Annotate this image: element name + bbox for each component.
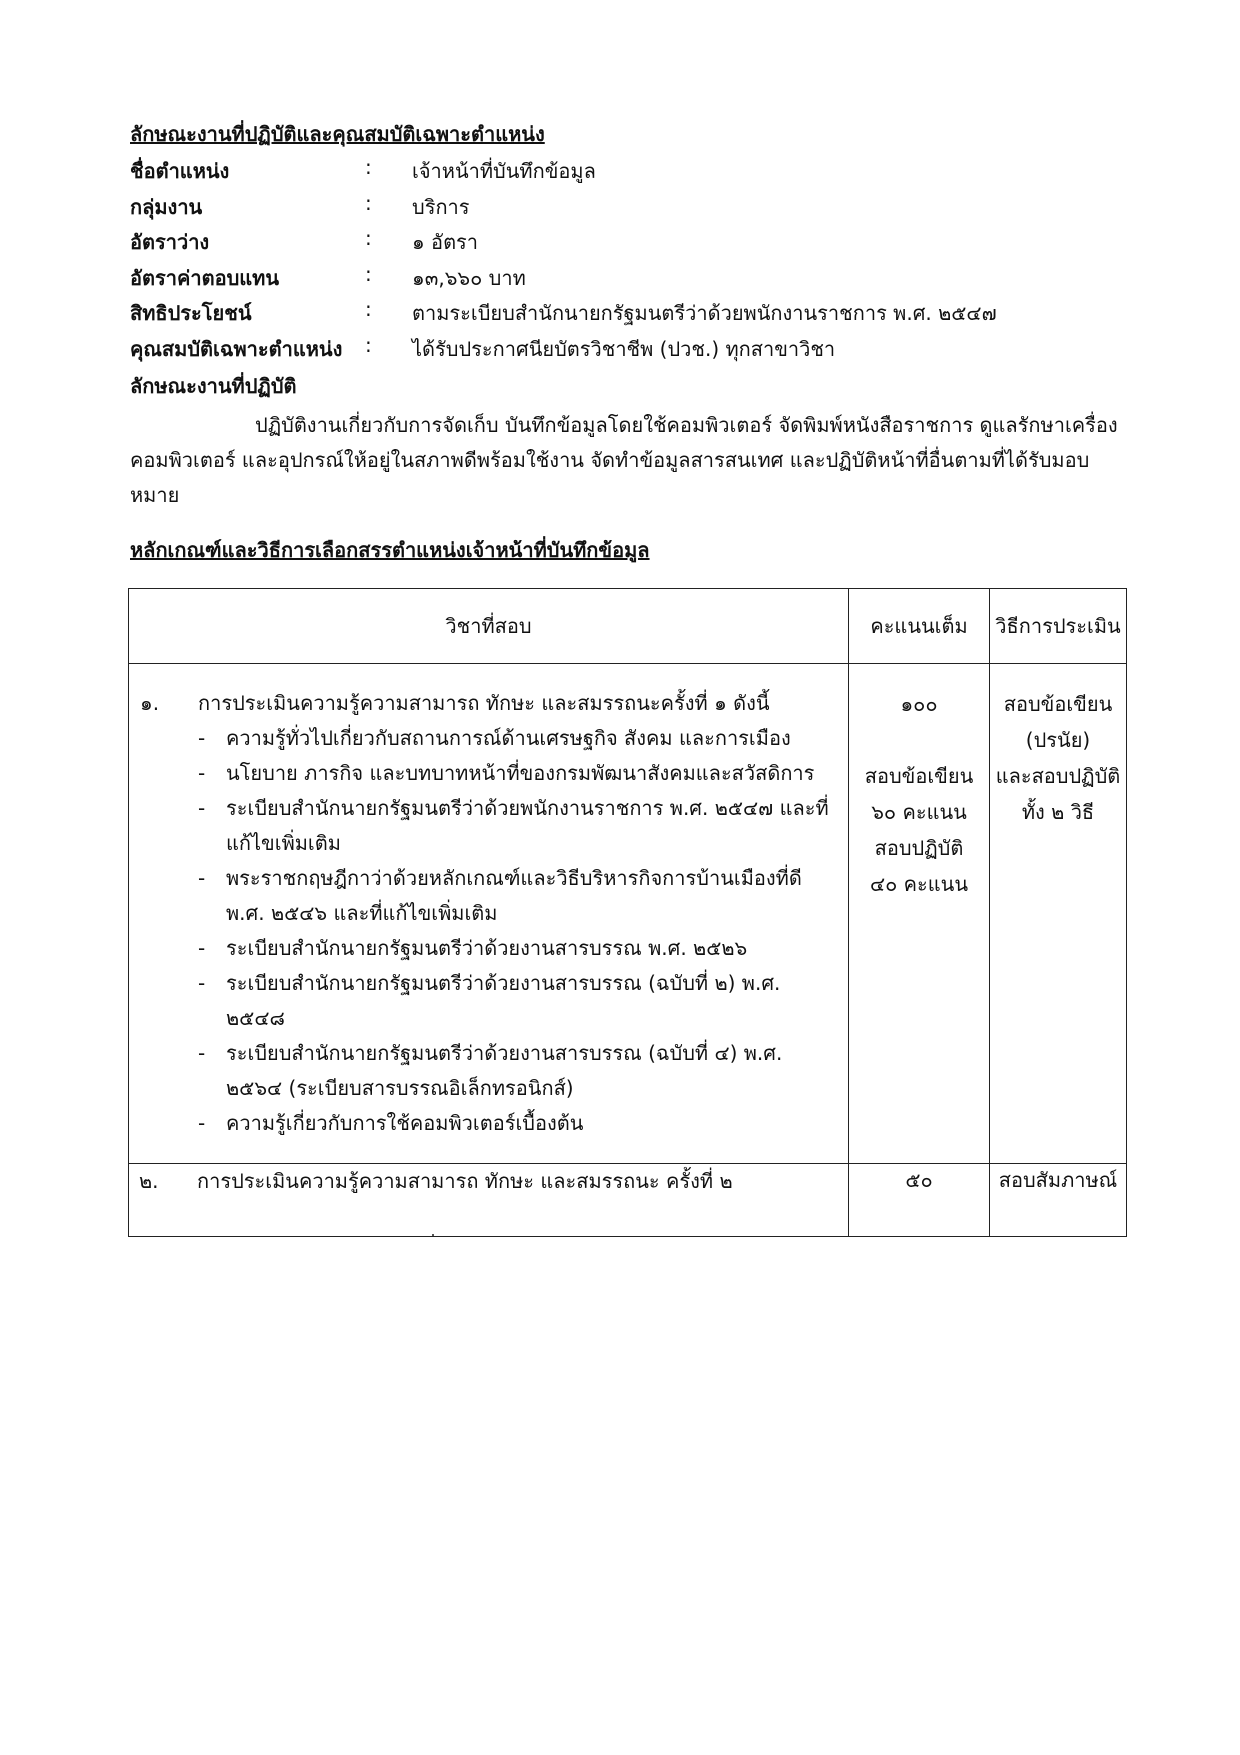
info-value: ได้รับประกาศนียบัตรวิชาชีพ (ปวช.) ทุกสาขาวิชา xyxy=(412,336,836,361)
header-subject: วิชาที่สอบ xyxy=(129,589,849,664)
list-item xyxy=(130,721,847,756)
dash-marker: - xyxy=(198,1111,206,1135)
dash-marker: - xyxy=(198,936,206,960)
method-cell: สอบสัมภาษณ์ xyxy=(990,1164,1127,1237)
scan-speck xyxy=(432,1234,434,1236)
table-row xyxy=(129,664,1127,1164)
method-line: สอบข้อเขียน xyxy=(1003,692,1113,716)
info-label: สิทธิประโยชน์ xyxy=(130,301,252,325)
info-colon: : xyxy=(365,155,372,179)
score-line: สอบข้อเขียน xyxy=(864,764,974,788)
duty-heading: ลักษณะงานที่ปฏิบัติ xyxy=(130,374,297,398)
info-label: อัตราค่าตอบแทน xyxy=(130,265,280,290)
info-row-work-group xyxy=(130,191,1130,227)
section-title-duties-qualifications: ลักษณะงานที่ปฏิบัติและคุณสมบัติเฉพาะตำแหน่ง xyxy=(130,122,545,146)
info-value: เจ้าหน้าที่บันทึกข้อมูล xyxy=(412,159,596,183)
info-row-position-name xyxy=(130,155,1130,191)
info-colon: : xyxy=(365,261,372,286)
dash-marker: - xyxy=(198,866,206,890)
info-value: บริการ xyxy=(412,194,470,219)
topic-text: ความรู้เกี่ยวกับการใช้คอมพิวเตอร์เบื้องต้น xyxy=(226,1111,584,1135)
duty-description: ปฏิบัติงานเกี่ยวกับการจัดเก็บ บันทึกข้อมูลโดยใช้คอมพิวเตอร์ จัดพิมพ์หนังสือราชการ ดูแลรักษาเครื่องคอมพิวเตอร์ และอุปกรณ์ให้อยู่ในสภาพดีพร้อมใช้งาน จัดทำข้อมูลสารสนเทศ และปฏิบัติหน้าที่อื่นตามที่ได้รับมอบหมาย xyxy=(130,413,1118,507)
method-cell xyxy=(990,664,1127,1164)
info-colon: : xyxy=(365,332,372,357)
info-label: คุณสมบัติเฉพาะตำแหน่ง xyxy=(130,336,343,361)
topic-text: พระราชกฤษฎีกาว่าด้วยหลักเกณฑ์และวิธีบริหารกิจการบ้านเมืองที่ดี พ.ศ. ๒๕๔๖ และที่แก้ไขเพิ่มเติม xyxy=(226,866,802,925)
score-total: ๑๐๐ xyxy=(900,692,938,716)
method-line: (ปรนัย) xyxy=(1025,728,1091,752)
score-cell xyxy=(849,664,990,1164)
info-label: กลุ่มงาน xyxy=(130,194,203,219)
topic-text: ระเบียบสำนักนายกรัฐมนตรีว่าด้วยพนักงานราชการ พ.ศ. ๒๕๔๗ และที่แก้ไขเพิ่มเติม xyxy=(226,796,829,855)
assessment-title xyxy=(130,686,847,721)
table-header-row xyxy=(129,589,1127,664)
topic-text: ระเบียบสำนักนายกรัฐมนตรีว่าด้วยงานสารบรรณ พ.ศ. ๒๕๒๖ xyxy=(226,936,748,960)
topic-list xyxy=(130,721,847,1141)
list-item xyxy=(130,756,847,791)
info-colon: : xyxy=(365,190,372,215)
header-method: วิธีการประเมิน xyxy=(990,589,1127,664)
item-title: การประเมินความรู้ความสามารถ ทักษะ และสมรรถนะครั้งที่ ๑ ดังนี้ xyxy=(198,691,770,715)
info-row-qualifications xyxy=(130,333,1130,369)
assessment-title xyxy=(129,1164,848,1199)
subject-cell xyxy=(129,664,849,1164)
list-item xyxy=(130,1036,847,1106)
table-row xyxy=(129,1164,1127,1237)
list-item xyxy=(130,1106,847,1141)
method-line: ทั้ง ๒ วิธี xyxy=(1021,800,1095,824)
topic-text: ความรู้ทั่วไปเกี่ยวกับสถานการณ์ด้านเศรษฐกิจ สังคม และการเมือง xyxy=(226,726,791,750)
dash-marker: - xyxy=(198,761,206,785)
header-full-score: คะแนนเต็ม xyxy=(849,589,990,664)
info-colon: : xyxy=(365,226,372,250)
item-number: ๒. xyxy=(139,1169,159,1193)
info-value: ๑๓,๖๖๐ บาท xyxy=(412,265,526,290)
score-line: ๔๐ คะแนน xyxy=(869,872,969,896)
list-item xyxy=(130,861,847,931)
info-row-compensation xyxy=(130,262,1130,298)
list-item xyxy=(130,966,847,1036)
dash-marker: - xyxy=(198,971,206,995)
dash-marker: - xyxy=(198,726,206,750)
score-line: ๖๐ คะแนน xyxy=(871,800,967,824)
score-line: สอบปฏิบัติ xyxy=(874,836,964,860)
list-item xyxy=(130,791,847,861)
item-title: การประเมินความรู้ความสามารถ ทักษะ และสมรรถนะ ครั้งที่ ๒ xyxy=(197,1169,733,1193)
item-number: ๑. xyxy=(140,691,160,715)
topic-text: นโยบาย ภารกิจ และบทบาทหน้าที่ของกรมพัฒนาสังคมและสวัสดิการ xyxy=(226,761,815,785)
method-line: และสอบปฏิบัติ xyxy=(995,764,1121,788)
subject-cell xyxy=(129,1164,849,1237)
info-label: อัตราว่าง xyxy=(130,230,210,254)
score-cell: ๕๐ xyxy=(849,1164,990,1237)
section-title-selection-criteria: หลักเกณฑ์และวิธีการเลือกสรรตำแหน่งเจ้าหน้าที่บันทึกข้อมูล xyxy=(130,538,650,562)
info-label: ชื่อตำแหน่ง xyxy=(130,159,230,183)
info-value: ๑ อัตรา xyxy=(412,230,479,254)
list-item xyxy=(130,931,847,966)
selection-criteria-table xyxy=(128,588,1127,1237)
info-row-benefits xyxy=(130,297,1130,333)
position-info xyxy=(130,155,1130,368)
topic-text: ระเบียบสำนักนายกรัฐมนตรีว่าด้วยงานสารบรรณ (ฉบับที่ ๔) พ.ศ. ๒๕๖๔ (ระเบียบสารบรรณอิเล็กทรอนิกส์) xyxy=(226,1041,783,1100)
info-value: ตามระเบียบสำนักนายกรัฐมนตรีว่าด้วยพนักงานราชการ พ.ศ. ๒๕๔๗ xyxy=(412,301,997,325)
info-colon: : xyxy=(365,297,372,321)
topic-text: ระเบียบสำนักนายกรัฐมนตรีว่าด้วยงานสารบรรณ (ฉบับที่ ๒) พ.ศ. ๒๕๔๘ xyxy=(226,971,781,1030)
info-row-vacancies xyxy=(130,226,1130,262)
dash-marker: - xyxy=(198,1041,206,1065)
dash-marker: - xyxy=(198,796,206,820)
